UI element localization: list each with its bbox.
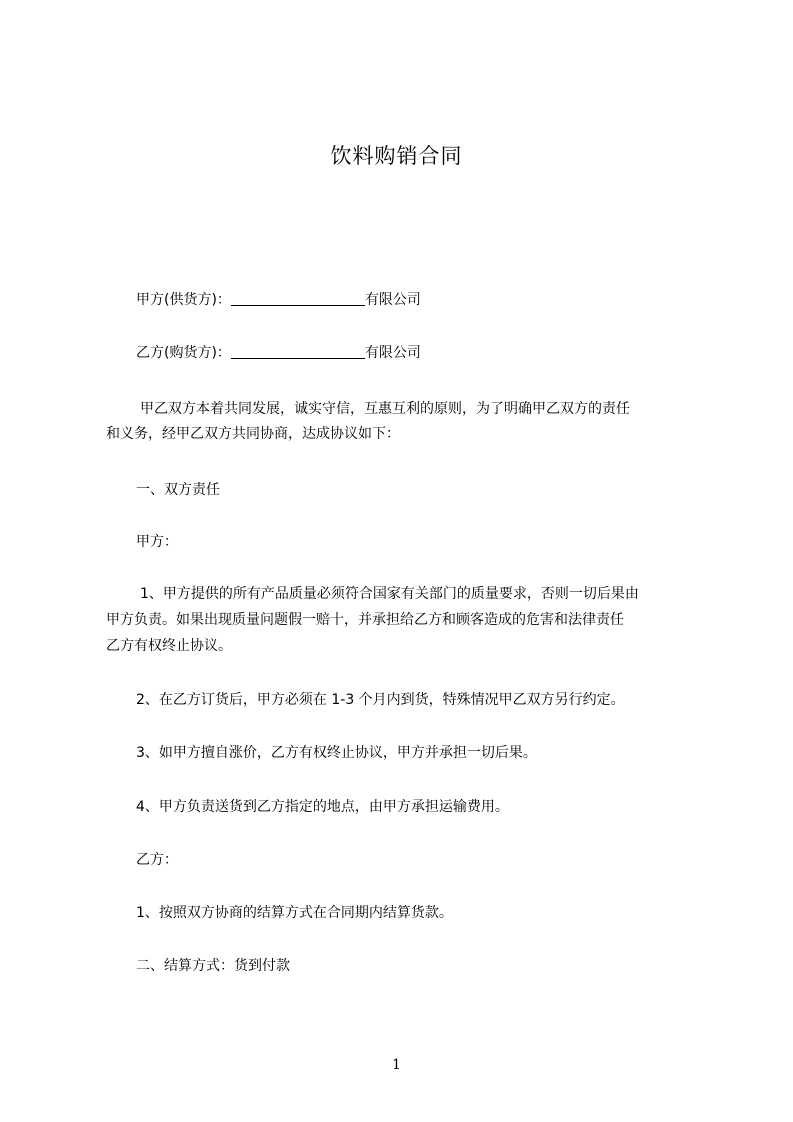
party-a-heading: 甲方： bbox=[136, 534, 178, 550]
intro-line-2: 和义务，经甲乙双方共同协商，达成协议如下： bbox=[106, 426, 400, 442]
item4-line: 4、甲方负责送货到乙方指定的地点，由甲方承担运输费用。 bbox=[136, 799, 509, 815]
party-b-blank bbox=[231, 344, 365, 359]
party-a-label: 甲方(供货方)： bbox=[136, 292, 231, 308]
party-a-blank bbox=[231, 291, 365, 306]
section1-heading: 一、双方责任 bbox=[136, 482, 220, 498]
section2-heading: 二、结算方式：货到付款 bbox=[136, 958, 290, 974]
item1-line-1: 1、甲方提供的所有产品质量必须符合国家有关部门的质量要求，否则一切后果由 bbox=[140, 586, 639, 602]
party-b-heading: 乙方： bbox=[136, 852, 178, 868]
intro-line-1: 甲乙双方本着共同发展，诚实守信，互惠互利的原则，为了明确甲乙双方的责任 bbox=[140, 401, 630, 417]
party-b-suffix: 有限公司 bbox=[364, 345, 421, 361]
party-b-label: 乙方(购货方)： bbox=[136, 345, 231, 361]
document-title: 饮料购销合同 bbox=[330, 144, 463, 168]
page-number: 1 bbox=[392, 1057, 401, 1073]
party-a-suffix: 有限公司 bbox=[364, 292, 421, 308]
item1-line-3: 乙方有权终止协议。 bbox=[106, 638, 232, 654]
party-b-item1-line: 1、按照双方协商的结算方式在合同期内结算货款。 bbox=[136, 905, 453, 921]
item2-line: 2、在乙方订货后，甲方必须在 1-3 个月内到货，特殊情况甲乙双方另行约定。 bbox=[136, 692, 625, 708]
party-b-line bbox=[136, 343, 421, 363]
party-a-line bbox=[136, 290, 421, 310]
item3-line: 3、如甲方擅自涨价，乙方有权终止协议，甲方并承担一切后果。 bbox=[136, 745, 537, 761]
item1-line-2: 甲方负责。如果出现质量问题假一赔十，并承担给乙方和顾客造成的危害和法律责任 bbox=[106, 612, 624, 628]
